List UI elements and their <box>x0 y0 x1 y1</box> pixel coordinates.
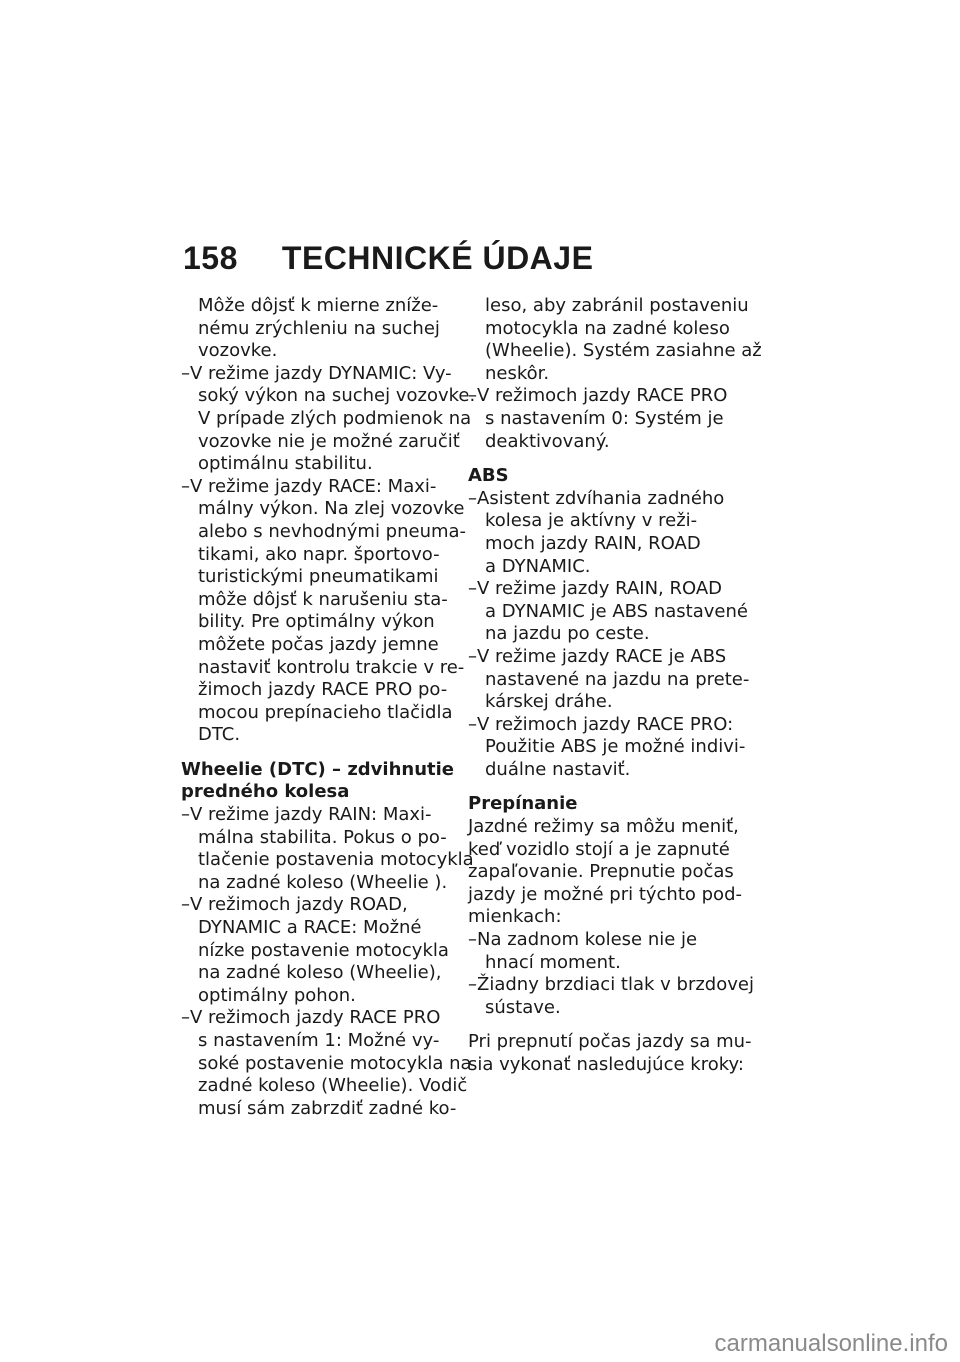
text-line: V prípade zlých podmienok na <box>198 407 472 429</box>
text-line: žimoch jazdy RACE PRO po- <box>198 679 448 701</box>
intro-paragraph <box>181 295 451 363</box>
text-line: nastaviť kontrolu trakcie v re- <box>198 656 465 678</box>
text-line: DYNAMIC a RACE: Možné <box>198 917 422 939</box>
text-line: leso, aby zabránil postaveniu <box>485 295 749 316</box>
text-line: Pri prepnutí počas jazdy sa mu- <box>468 1031 752 1053</box>
text-line: keď vozidlo stojí a je zapnuté <box>468 838 730 860</box>
text-line: –V režimoch jazdy RACE PRO <box>468 385 728 407</box>
text-line: soké postavenie motocykla na <box>198 1052 472 1074</box>
text-line: deaktivovaný. <box>485 430 610 452</box>
list-item-wheelie-racepro1 <box>181 1007 472 1120</box>
text-line: alebo s nevhodnými pneuma- <box>198 520 467 542</box>
right-column <box>468 295 762 1077</box>
text-line: –V režime jazdy DYNAMIC: Vy- <box>181 362 452 384</box>
text-line: zadné koleso (Wheelie). Vodič <box>198 1075 468 1097</box>
text-line: kolesa je aktívny v reži- <box>485 510 698 532</box>
abs-heading: ABS <box>468 465 509 487</box>
list-item-wheelie-road <box>181 894 451 1007</box>
text-line: môžete počas jazdy jemne <box>198 633 439 655</box>
text-line: jazdy je možné pri týchto pod- <box>468 883 742 905</box>
text-line: kárskej dráhe. <box>485 691 613 713</box>
wheelie-heading <box>181 758 455 804</box>
watermark: carmanualsonline.info <box>714 1330 948 1357</box>
text-line: sústave. <box>485 996 561 1018</box>
list-item-dynamic <box>181 362 476 476</box>
text-line: optimálnu stabilitu. <box>198 453 373 475</box>
text-line: duálne nastaviť. <box>485 758 631 780</box>
text-line: mocou prepínacieho tlačidla <box>198 701 453 723</box>
text-line: musí sám zabrzdiť zadné ko- <box>198 1097 457 1119</box>
text-line: málna stabilita. Pokus o po- <box>198 826 447 848</box>
page-number: 158 <box>183 240 238 276</box>
text-line: motocykla na zadné koleso <box>485 317 730 339</box>
final-paragraph <box>468 1031 752 1076</box>
list-item-race <box>181 475 467 747</box>
text-line: –V režime jazdy RAIN: Maxi- <box>181 804 432 826</box>
text-line: zapaľovanie. Prepnutie počas <box>468 861 734 883</box>
text-line: na jazdu po ceste. <box>485 623 650 645</box>
text-line: tikami, ako napr. športovo- <box>198 543 440 565</box>
prepinanie-heading: Prepínanie <box>468 793 578 815</box>
list-item-abs-racepro <box>468 713 746 782</box>
text-line: –V režime jazdy RAIN, ROAD <box>468 578 723 600</box>
text-line: moch jazdy RAIN, ROAD <box>485 532 701 554</box>
text-line: –V režimoch jazdy ROAD, <box>181 894 408 916</box>
text-line: Použitie ABS je možné indivi- <box>485 736 746 758</box>
text-line: –Asistent zdvíhania zadného <box>468 487 725 509</box>
list-item-abs-race <box>468 645 750 714</box>
text-line: a DYNAMIC je ABS nastavené <box>485 600 748 622</box>
text-line: mienkach: <box>468 906 562 928</box>
text-line: soký výkon na suchej vozovke. <box>198 385 476 407</box>
text-line: tlačenie postavenia motocykla <box>198 849 474 871</box>
prepinanie-paragraph <box>468 816 740 929</box>
text-line: vozovke nie je možné zaručiť <box>198 430 460 452</box>
list-item-condition-brake <box>468 974 754 1019</box>
list-item-condition-torque <box>468 929 740 974</box>
text-line: turistickými pneumatikami <box>198 566 439 588</box>
text-line: –Žiadny brzdiaci tlak v brzdovej <box>468 974 754 996</box>
text-line: Jazdné režimy sa môžu meniť, <box>468 816 739 838</box>
text-line: (Wheelie). Systém zasiahne až <box>485 340 762 362</box>
text-line: s nastavením 0: Systém je <box>485 407 724 429</box>
list-item-wheelie-rain <box>181 804 474 894</box>
text-line: bility. Pre optimálny výkon <box>198 611 435 633</box>
text-line: s nastavením 1: Možné vy- <box>198 1030 440 1051</box>
heading-line: predného kolesa <box>181 781 350 803</box>
list-item-abs-rain-road <box>468 578 748 646</box>
heading-line: Wheelie (DTC) – zdvihnutie <box>181 758 455 780</box>
text-line: –V režime jazdy RACE: Maxi- <box>181 475 437 497</box>
page-header <box>183 240 593 277</box>
text-line: neskôr. <box>485 362 550 384</box>
text-line: sia vykonať nasledujúce kroky: <box>468 1054 744 1075</box>
text-line: nízke postavenie motocykla <box>198 939 449 961</box>
text-line: môže dôjsť k narušeniu sta- <box>198 588 448 610</box>
text-line: DTC. <box>198 724 241 746</box>
continued-paragraph <box>468 295 762 385</box>
text-line: optimálny pohon. <box>198 984 356 1006</box>
text-line: málny výkon. Na zlej vozovke <box>198 498 465 520</box>
text-line: –V režime jazdy RACE je ABS <box>468 645 727 667</box>
text-line: nastavené na jazdu na prete- <box>485 668 750 690</box>
text-line: nému zrýchleniu na suchej <box>198 317 440 339</box>
text-line: hnací moment. <box>485 951 621 973</box>
text-line: –V režimoch jazdy RACE PRO: <box>468 713 734 735</box>
page-title: TECHNICKÉ ÚDAJE <box>281 240 594 276</box>
left-column <box>181 295 476 1120</box>
list-item-racepro0 <box>468 385 740 453</box>
text-line: vozovke. <box>198 340 278 362</box>
text-line: a DYNAMIC. <box>485 555 591 577</box>
text-line: –V režimoch jazdy RACE PRO <box>181 1007 441 1029</box>
text-line: Môže dôjsť k mierne zníže- <box>198 295 439 316</box>
text-line: na zadné koleso (Wheelie), <box>198 962 442 984</box>
text-line: na zadné koleso (Wheelie ). <box>198 871 448 893</box>
text-line: –Na zadnom kolese nie je <box>468 929 698 951</box>
list-item-abs-assist <box>468 488 740 578</box>
